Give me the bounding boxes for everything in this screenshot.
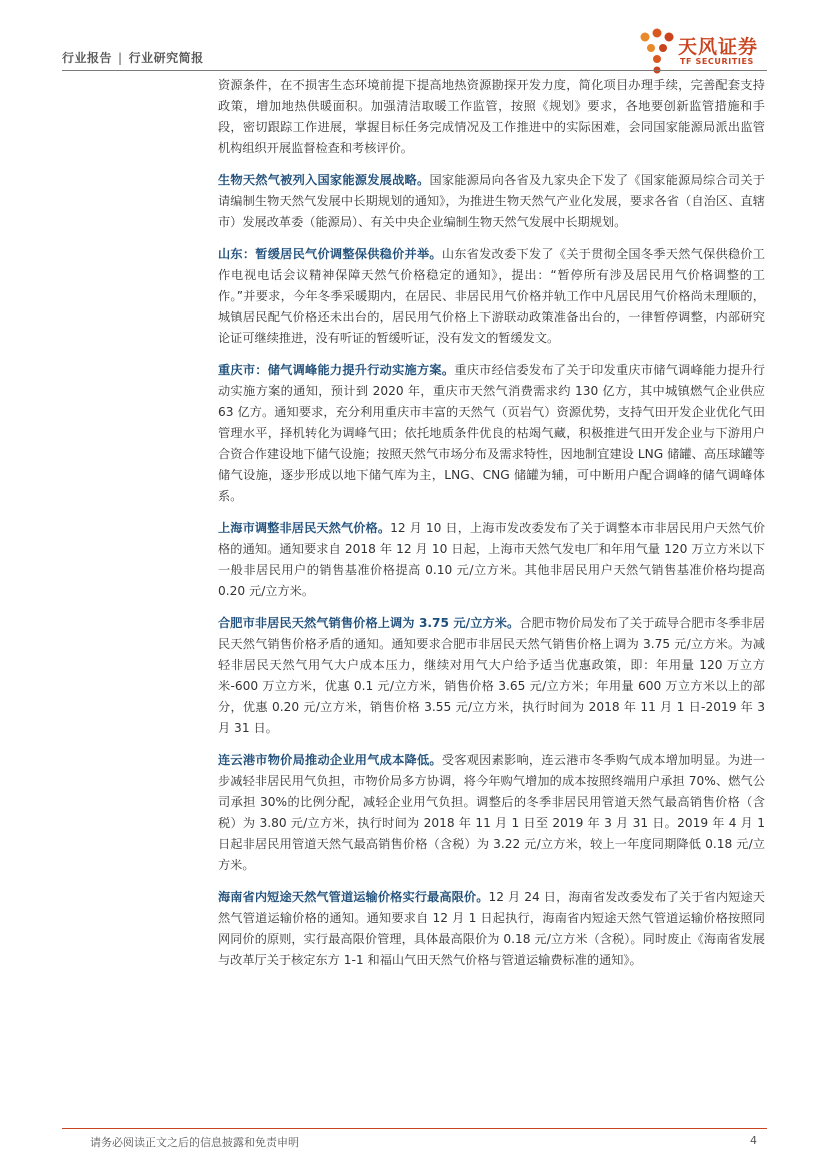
paragraph-lianyungang [218, 750, 765, 876]
paragraph-lead: 生物天然气被列入国家能源发展战略。 [218, 173, 430, 187]
paragraph-text: 资源条件，在不损害生态环境前提下提高地热资源勘探开发力度，简化项目办理手续，完善配套支持政策，增加地热供暖面积。加强清洁取暖工作监管，按照《规划》要求，各地要创新监管措施和手段，密切跟踪工作进展，掌握目标任务完成情况及工作推进中的实际困难，会同国家能源局派出监管机构组织开展监督检查和考核评价。 [218, 78, 765, 155]
logo-name-en: TF SECURITIES [680, 57, 754, 66]
report-body [218, 75, 765, 982]
paragraph-geothermal [218, 75, 765, 159]
paragraph-biogas [218, 170, 765, 233]
paragraph-hefei [218, 613, 765, 739]
page-number: 4 [750, 1134, 757, 1147]
paragraph-text: 受客观因素影响，连云港市冬季购气成本增加明显。为进一步减轻非居民用气负担，市物价局多方协调，将今年购气增加的成本按照终端用户承担 70%、燃气公司承担 30%的比例分配，减轻企业用气负担。调整后的冬季非居民用管道天然气最高销售价格（含税）为 3.80 元/立方米，执行时间为 2018 年 11 月 1 日至 2019 年 3 月 31 日。2019 年 4 月 1 日起非居民用管道天然气最高销售价格（含税）为 3.22 元/立方米，较上一年度同期降低 0.18 元/立方米。 [218, 753, 765, 872]
paragraph-lead: 连云港市物价局推动企业用气成本降低。 [218, 753, 442, 767]
paragraph-lead: 合肥市非居民天然气销售价格上调为 3.75 元/立方米。 [218, 616, 520, 630]
logo-name-cn: 天风证券 [678, 36, 759, 58]
paragraph-text: 山东省发改委下发了《关于贯彻全国冬季天然气保供稳价工作电视电话会议精神保障天然气价格稳定的通知》，提出：“暂停所有涉及居民用气价格调整的工作。”并要求，今年冬季采暖期内，在居民、非居民用气价格并轨工作中凡居民用气价格尚未理顺的，城镇居民配气价格还未出台的，居民用气价格上下游联动政策准备出台的，一律暂停调整，内部研究论证可继续推进，没有听证的暂缓听证，没有发文的暂缓发文。 [218, 247, 765, 345]
header-breadcrumb [62, 49, 204, 66]
paragraph-shanghai [218, 518, 765, 602]
paragraph-text: 12 月 10 日，上海市发改委发布了关于调整本市非居民用户天然气价格的通知。通知要求自 2018 年 12 月 10 日起，上海市天然气发电厂和年用气量 120 万立方米以下一般非居民用户的销售基准价格提高 0.10 元/立方米。其他非居民用户天然气销售基准价格均提高 0.20 元/立方米。 [218, 521, 766, 598]
footer-disclaimer: 请务必阅读正文之后的信息披露和免责申明 [90, 1136, 299, 1149]
paragraph-lead: 山东：暂缓居民气价调整保供稳价并举。 [218, 247, 442, 261]
footer-divider [62, 1128, 767, 1129]
paragraph-lead: 上海市调整非居民天然气价格。 [218, 521, 391, 535]
paragraph-hainan [218, 887, 765, 971]
paragraph-shandong [218, 244, 765, 349]
header-divider [62, 70, 767, 71]
header-category: 行业报告 [62, 51, 113, 65]
paragraph-chongqing [218, 360, 765, 507]
header-subcategory: 行业研究简报 [128, 51, 204, 65]
paragraph-text: 重庆市经信委发布了关于印发重庆市储气调峰能力提升行动实施方案的通知，预计到 2020 年，重庆市天然气消费需求约 130 亿方，其中城镇燃气企业供应 63 亿方。通知要求，充分利用重庆市丰富的天然气（页岩气）资源优势，支持气田开发企业优化气田管理水平，择机转化为调峰气田；依托地质条件优良的枯竭气藏，积极推进气田开发企业与下游用户合资合作建设地下储气设施；按照天然气市场分布及需求特性，因地制宜建设 LNG 储罐、高压球罐等储气设施，逐步形成以地下储气库为主，LNG、CNG 储罐为辅，可中断用户配合调峰的储气调峰体系。 [218, 363, 765, 503]
paragraph-text: 合肥市物价局发布了关于疏导合肥市冬季非居民天然气销售价格矛盾的通知。通知要求合肥市非居民天然气销售价格上调为 3.75 元/立方米。为减轻非居民天然气用气大户成本压力，继续对用气大户给予适当优惠政策，即：年用量 120 万立方米-600 万立方米，优惠 0.1 元/立方米，销售价格 3.65 元/立方米；年用量 600 万立方米以上的部分，优惠 0.20 元/立方米，销售价格 3.55 元/立方米，执行时间为 2018 年 11 月 1 日-2019 年 3 月 31 日。 [218, 616, 765, 735]
paragraph-lead: 重庆市：储气调峰能力提升行动实施方案。 [218, 363, 455, 377]
paragraph-text: 国家能源局向各省及九家央企下发了《国家能源局综合司关于请编制生物天然气发展中长期规划的通知》，为推进生物天然气产业化发展，要求各省（自治区、直辖市）发展改革委（能源局）、有关中央企业编制生物天然气发展中长期规划。 [218, 173, 765, 229]
logo-mark-icon [636, 28, 678, 76]
header-separator: | [118, 51, 123, 65]
paragraph-lead: 海南省内短途天然气管道运输价格实行最高限价。 [218, 890, 489, 904]
company-logo [636, 28, 786, 76]
paragraph-text: 12 月 24 日，海南省发改委发布了关于省内短途天然气管道运输价格的通知。通知要求自 12 月 1 日起执行，海南省内短途天然气管道运输价格按照同网同价的原则，实行最高限价管理，具体最高限价为 0.18 元/立方米（含税）。同时废止《海南省发展与改革厅关于核定东方 1-1 和福山气田天然气价格与管道运输费标准的通知》。 [218, 890, 765, 967]
